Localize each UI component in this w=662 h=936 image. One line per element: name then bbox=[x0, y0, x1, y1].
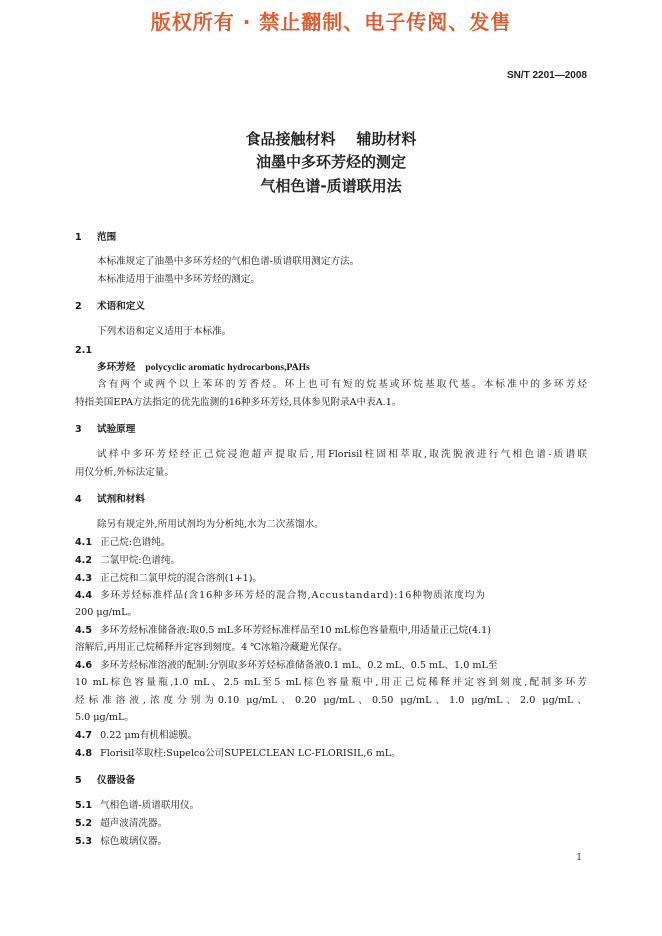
list-item-continued: 200 μg/mL。 bbox=[75, 607, 138, 618]
paragraph: 下列术语和定义适用于本标准。 bbox=[97, 326, 232, 337]
section-title: 范围 bbox=[97, 232, 117, 243]
list-item bbox=[75, 536, 587, 549]
list-item bbox=[75, 589, 587, 602]
section-number: 1 bbox=[75, 232, 82, 243]
item-text: 超声波清洗器。 bbox=[100, 818, 168, 829]
list-item bbox=[75, 799, 587, 812]
section-number: 5 bbox=[75, 775, 82, 786]
section-5-heading bbox=[75, 774, 587, 787]
paragraph: 试样中多环芳烃经正己烷浸泡超声提取后,用Florisil柱固相萃取,取洗脱液进行气相色谱-质谱联 bbox=[97, 449, 587, 460]
section-number: 3 bbox=[75, 424, 82, 435]
list-item bbox=[75, 729, 587, 742]
list-item bbox=[75, 835, 587, 848]
term-chinese: 多环芳烃 bbox=[97, 362, 136, 373]
title-line-1: 食品接触材料 辅助材料 bbox=[245, 130, 417, 148]
section-number: 2 bbox=[75, 301, 82, 312]
title-line-3: 气相色谱-质谱联用法 bbox=[260, 177, 402, 195]
paragraph: 除另有规定外,所用试剂均为分析纯,水为二次蒸馏水。 bbox=[97, 519, 324, 530]
item-number: 4.6 bbox=[75, 660, 92, 671]
item-number: 5.3 bbox=[75, 836, 92, 847]
item-text: 气相色谱-质谱联用仪。 bbox=[100, 800, 200, 811]
subsection-number: 2.1 bbox=[75, 345, 92, 356]
list-item-continued: 10 mL棕色容量瓶,1.0 mL、2.5 mL至5 mL棕色容量瓶中,用正己烷稀释并定容到刻度,配制多环芳 bbox=[75, 677, 587, 688]
list-item bbox=[75, 817, 587, 830]
item-number: 4.5 bbox=[75, 625, 92, 636]
section-number: 4 bbox=[75, 494, 82, 505]
section-4-heading bbox=[75, 493, 587, 506]
item-text: 多环芳烃标准样品(含16种多环芳烃的混合物,Accustandard):16种物质浓度均为 bbox=[100, 590, 486, 601]
item-number: 5.2 bbox=[75, 818, 92, 829]
item-text: 多环芳烃标准储备液:取0.5 mL多环芳烃标准样品至10 mL棕色容量瓶中,用适量正己烷(4.1) bbox=[100, 625, 491, 636]
standard-number: SN/T 2201—2008 bbox=[506, 70, 587, 81]
definition-line: 特指美国EPA方法指定的优先监测的16种多环芳烃,具体参见附录A中表A.1。 bbox=[75, 397, 402, 408]
list-item bbox=[75, 659, 587, 672]
item-number: 5.1 bbox=[75, 800, 92, 811]
item-text: 多环芳烃标准溶液的配制:分别取多环芳烃标准储备液0.1 mL、0.2 mL、0.5 mL、1.0 mL至 bbox=[100, 660, 498, 671]
title-line-2: 油墨中多环芳烃的测定 bbox=[255, 153, 406, 171]
section-3-heading bbox=[75, 423, 587, 436]
item-number: 4.2 bbox=[75, 555, 92, 566]
paragraph: 用仪分析,外标法定量。 bbox=[75, 467, 174, 478]
list-item bbox=[75, 572, 587, 585]
item-number: 4.7 bbox=[75, 730, 92, 741]
item-text: 0.22 μm有机相滤膜。 bbox=[100, 730, 198, 741]
list-item-continued: 溶解后,再用正己烷稀释并定容到刻度。4 ℃冰箱冷藏避光保存。 bbox=[75, 642, 348, 653]
list-item-continued: 烃标准溶液,浓度分别为0.10 μg/mL、0.20 μg/mL、0.50 μg/mL、1.0 μg/mL、2.0 μg/mL、 bbox=[75, 695, 587, 706]
item-text: Florisil萃取柱:Supelco公司SUPELCLEAN LC-FLORISIL,6 mL。 bbox=[100, 748, 401, 759]
copyright-watermark: 版权所有 · 禁止翻制、电子传阅、发售 bbox=[150, 10, 512, 34]
item-number: 4.1 bbox=[75, 537, 92, 548]
section-2-heading bbox=[75, 300, 587, 313]
term-entry bbox=[97, 361, 587, 374]
section-title: 试剂和材料 bbox=[97, 494, 145, 505]
list-item-continued: 5.0 μg/mL。 bbox=[75, 712, 134, 723]
page-number: 1 bbox=[576, 853, 582, 863]
paragraph: 本标准适用于油墨中多环芳烃的测定。 bbox=[97, 274, 261, 285]
list-item bbox=[75, 747, 587, 760]
item-number: 4.3 bbox=[75, 573, 92, 584]
item-text: 二氯甲烷:色谱纯。 bbox=[100, 555, 181, 566]
item-number: 4.4 bbox=[75, 590, 92, 601]
item-text: 正己烷和二氯甲烷的混合溶剂(1+1)。 bbox=[100, 573, 263, 584]
section-1-heading bbox=[75, 231, 587, 244]
item-text: 正己烷:色谱纯。 bbox=[100, 537, 171, 548]
term-english: polycyclic aromatic hydrocarbons,PAHs bbox=[145, 362, 310, 373]
item-number: 4.8 bbox=[75, 748, 92, 759]
section-title: 术语和定义 bbox=[97, 301, 145, 312]
list-item bbox=[75, 554, 587, 567]
paragraph: 本标准规定了油墨中多环芳烃的气相色谱-质谱联用测定方法。 bbox=[97, 256, 360, 267]
section-title: 仪器设备 bbox=[97, 775, 136, 786]
item-text: 棕色玻璃仪器。 bbox=[100, 836, 168, 847]
section-title: 试验原理 bbox=[97, 424, 136, 435]
definition-line: 含有两个或两个以上苯环的芳香烃。环上也可有短的烷基或环烷基取代基。本标准中的多环芳烃 bbox=[97, 379, 587, 390]
list-item bbox=[75, 624, 587, 637]
